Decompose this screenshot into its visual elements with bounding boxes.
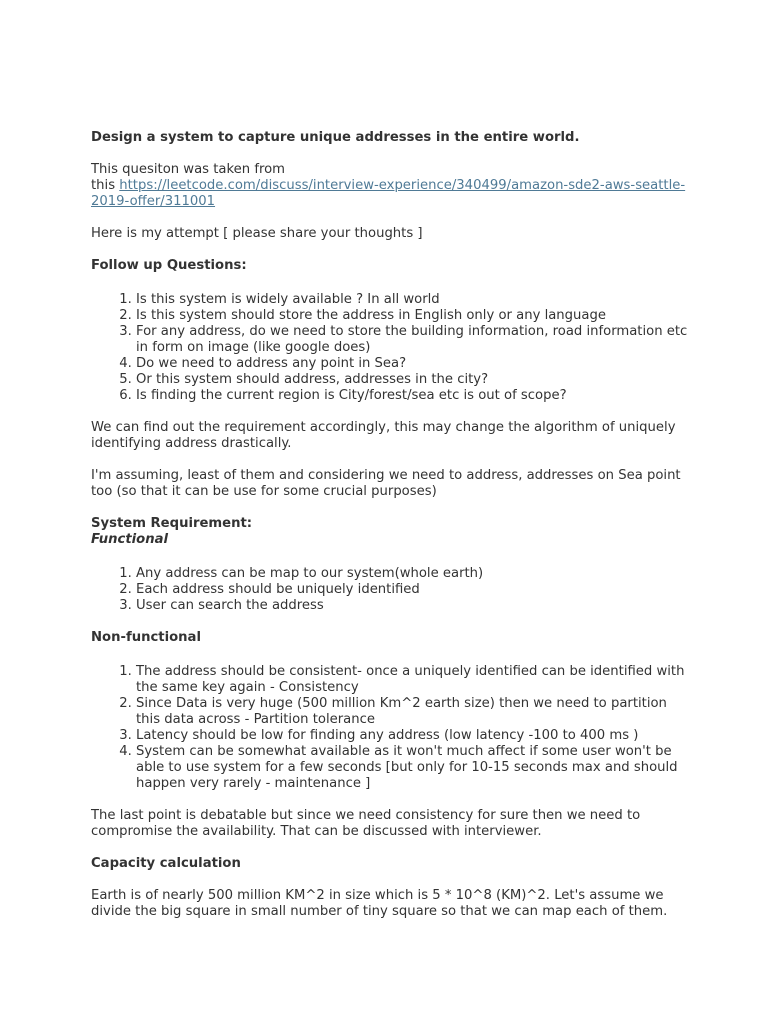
document-page <box>91 130 691 920</box>
list-item: 2. Is this system should store the address in English only or any language <box>136 308 691 324</box>
system-requirement-heading: System Requirement: <box>91 516 253 531</box>
list-item: 1. The address should be consistent- once a uniquely identified can be identified with the same key again - Consistency <box>136 664 691 696</box>
list-item: 3. User can search the address <box>136 598 691 614</box>
nonfunctional-list <box>91 664 691 792</box>
list-item: 1. Is this system is widely available ? In all world <box>136 292 691 308</box>
system-requirement-section <box>91 516 691 548</box>
assumption-paragraph: I'm assuming, least of them and considering we need to address, addresses on Sea point too (so that it can be use for some crucial purposes) <box>91 468 681 499</box>
followup-heading: Follow up Questions: <box>91 258 247 273</box>
list-item: 4. Do we need to address any point in Sea? <box>136 356 691 372</box>
nonfunctional-heading: Non-functional <box>91 630 201 645</box>
list-item: 2. Since Data is very huge (500 million Km^2 earth size) then we need to partition this data across - Partition tolerance <box>136 696 691 728</box>
source-intro: This quesiton was taken from <box>91 162 286 177</box>
source-paragraph <box>91 162 691 210</box>
capacity-paragraph: Earth is of nearly 500 million KM^2 in size which is 5 * 10^8 (KM)^2. Let's assume we divide the big square in small number of tiny square so that we can map each of them. <box>91 888 668 919</box>
functional-heading: Functional <box>91 532 169 547</box>
followup-list <box>91 292 691 404</box>
list-item: 2. Each address should be uniquely identified <box>136 582 691 598</box>
list-item: 5. Or this system should address, addresses in the city? <box>136 372 691 388</box>
list-item: 3. Latency should be low for finding any address (low latency -100 to 400 ms ) <box>136 728 691 744</box>
document-title: Design a system to capture unique addresses in the entire world. <box>91 130 580 145</box>
capacity-heading: Capacity calculation <box>91 856 241 871</box>
list-item: 4. System can be somewhat available as it won't much affect if some user won't be able to use system for a few seconds [but only for 10-15 seconds max and should happen very rarely - maintenance ] <box>136 744 691 792</box>
functional-list <box>91 566 691 614</box>
list-item: 6. Is finding the current region is City/forest/sea etc is out of scope? <box>136 388 691 404</box>
source-link[interactable]: https://leetcode.com/discuss/interview-experience/340499/amazon-sde2-aws-seattle-2019-offer/311001 <box>91 178 686 209</box>
debatable-paragraph: The last point is debatable but since we need consistency for sure then we need to compromise the availability. That can be discussed with interviewer. <box>91 808 641 839</box>
list-item: 3. For any address, do we need to store the building information, road information etc in form on image (like google does) <box>136 324 691 356</box>
source-link-line <box>91 178 691 210</box>
attempt-text: Here is my attempt [ please share your thoughts ] <box>91 226 423 241</box>
requirement-paragraph: We can find out the requirement accordingly, this may change the algorithm of uniquely identifying address drastically. <box>91 420 676 451</box>
list-item: 1. Any address can be map to our system(whole earth) <box>136 566 691 582</box>
source-prefix: this <box>91 178 120 193</box>
